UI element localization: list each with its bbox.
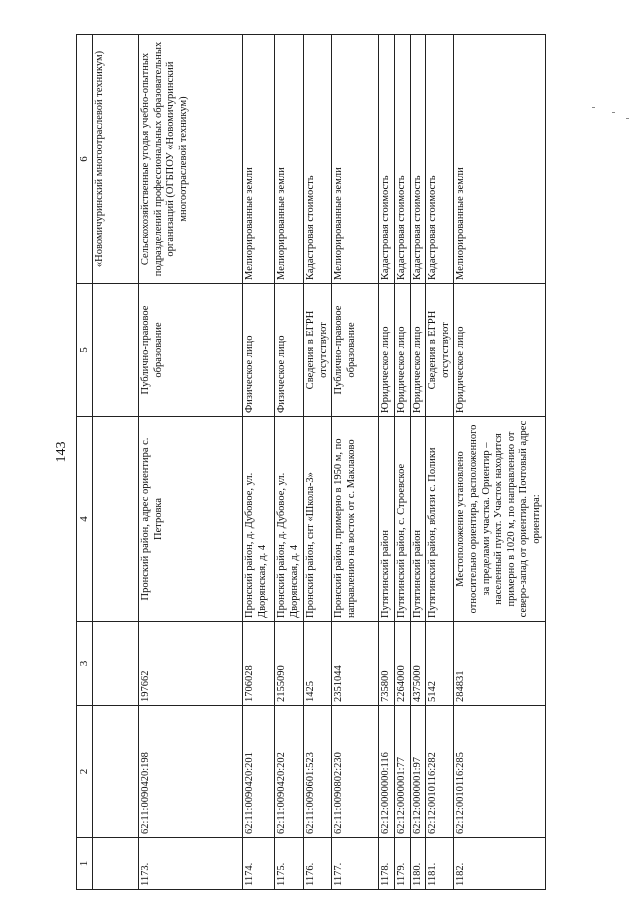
header-cell: 4 [77,417,93,622]
cell-value: 735800 [379,622,395,706]
cell-cadastral: 62:12:0010116:282 [426,706,454,838]
cell-address: Пронский район, адрес ориентира с. Петровка [139,417,243,622]
cell-no: 1173. [139,838,243,890]
cell-cadastral: 62:12:0010116:285 [454,706,545,838]
cell-value: 197662 [139,622,243,706]
cell-cadastral: 62:11:0090802:230 [332,706,379,838]
land-plots-table [76,34,546,890]
scan-mark [592,107,595,108]
cell-reason: Мелиорированные земли [454,35,545,284]
cell-right: Юридическое лицо [410,284,426,417]
cell-cadastral [93,706,139,838]
header-cell: 5 [77,284,93,417]
cell-value: 5142 [426,622,454,706]
cell-no: 1174. [243,838,275,890]
cell-no: 1182. [454,838,545,890]
scan-mark [612,112,615,113]
cell-cadastral: 62:12:0000001:77 [394,706,410,838]
cell-address: Путятинский район, с. Строевское [394,417,410,622]
header-row [77,35,93,890]
cell-right: Физическое лицо [243,284,275,417]
cell-cadastral: 62:12:0000001:97 [410,706,426,838]
cell-right: Юридическое лицо [379,284,395,417]
scan-mark [626,118,629,119]
table-row [394,35,410,890]
cell-no: 1178. [379,838,395,890]
cell-no [93,838,139,890]
table-row [426,35,454,890]
cell-reason: Мелиорированные земли [275,35,304,284]
cell-right [93,284,139,417]
cell-reason: Мелиорированные земли [332,35,379,284]
cell-value [93,622,139,706]
cell-cadastral: 62:11:0090420:198 [139,706,243,838]
table-row [454,35,545,890]
cell-address: Путятинский район [379,417,395,622]
cell-cadastral: 62:11:0090601:523 [304,706,332,838]
cell-right: Юридическое лицо [394,284,410,417]
cell-value: 1425 [304,622,332,706]
cell-address: Пронский район, снт «Школа-3» [304,417,332,622]
cell-value: 2155090 [275,622,304,706]
cell-address: Путятинский район [410,417,426,622]
cell-address [93,417,139,622]
cell-address: Пронский район, д. Дубовое, ул. Дворянская, д. 4 [243,417,275,622]
cell-address: Путятинский район, вблизи с. Полики [426,417,454,622]
cell-value: 2264000 [394,622,410,706]
cell-reason: Кадастровая стоимость [426,35,454,284]
table-row [243,35,275,890]
cell-no: 1177. [332,838,379,890]
cell-reason: Кадастровая стоимость [394,35,410,284]
cell-reason: Мелиорированные земли [243,35,275,284]
cell-no: 1179. [394,838,410,890]
table-row [332,35,379,890]
rotated-table-container [76,35,542,890]
cell-cadastral: 62:11:0090420:201 [243,706,275,838]
cell-no: 1175. [275,838,304,890]
cell-value: 1706028 [243,622,275,706]
cell-cadastral: 62:11:0090420:202 [275,706,304,838]
table-row [304,35,332,890]
cell-reason: Кадастровая стоимость [304,35,332,284]
cell-no: 1176. [304,838,332,890]
cell-right: Публично-правовое образование [139,284,243,417]
page-number: 143 [54,441,69,463]
cell-reason: Кадастровая стоимость [410,35,426,284]
cell-right: Публично-правовое образование [332,284,379,417]
cell-value: 2351044 [332,622,379,706]
cell-no: 1180. [410,838,426,890]
cell-right: Сведения в ЕГРН отсутствуют [426,284,454,417]
cell-right: Физическое лицо [275,284,304,417]
header-cell: 6 [77,35,93,284]
cell-value: 4375000 [410,622,426,706]
cell-reason: Кадастровая стоимость [379,35,395,284]
header-cell: 2 [77,706,93,838]
cell-no: 1181. [426,838,454,890]
cell-right: Юридическое лицо [454,284,545,417]
header-cell: 3 [77,622,93,706]
cell-address: Пронский район, д. Дубовое, ул. Дворянская, д. 4 [275,417,304,622]
header-cell: 1 [77,838,93,890]
cell-value: 284831 [454,622,545,706]
table-row [139,35,243,890]
table-row [410,35,426,890]
table-row [379,35,395,890]
cell-right: Сведения в ЕГРН отсутствуют [304,284,332,417]
cell-address: Пронский район, примерно в 1950 м, по направлению на восток от с. Маклаково [332,417,379,622]
table-row [275,35,304,890]
cell-reason: Сельскохозяйственные угодья учебно-опытных подразделений профессиональных образовательных организаций (ОГБПОУ «Новомичуринский многоотраслевой техникум) [139,35,243,284]
cell-cadastral: 62:12:0000000:116 [379,706,395,838]
table-row [93,35,139,890]
cell-reason: «Новомичуринский многоотраслевой техникум) [93,35,139,284]
cell-address: Местоположение установлено относительно ориентира, расположенного за пределами участка. Ориентир – населенный пункт. Участок находится примерно в 1020 м, по направлению от северо-запад от ориентира. Почтовый адрес ориентира: [454,417,545,622]
